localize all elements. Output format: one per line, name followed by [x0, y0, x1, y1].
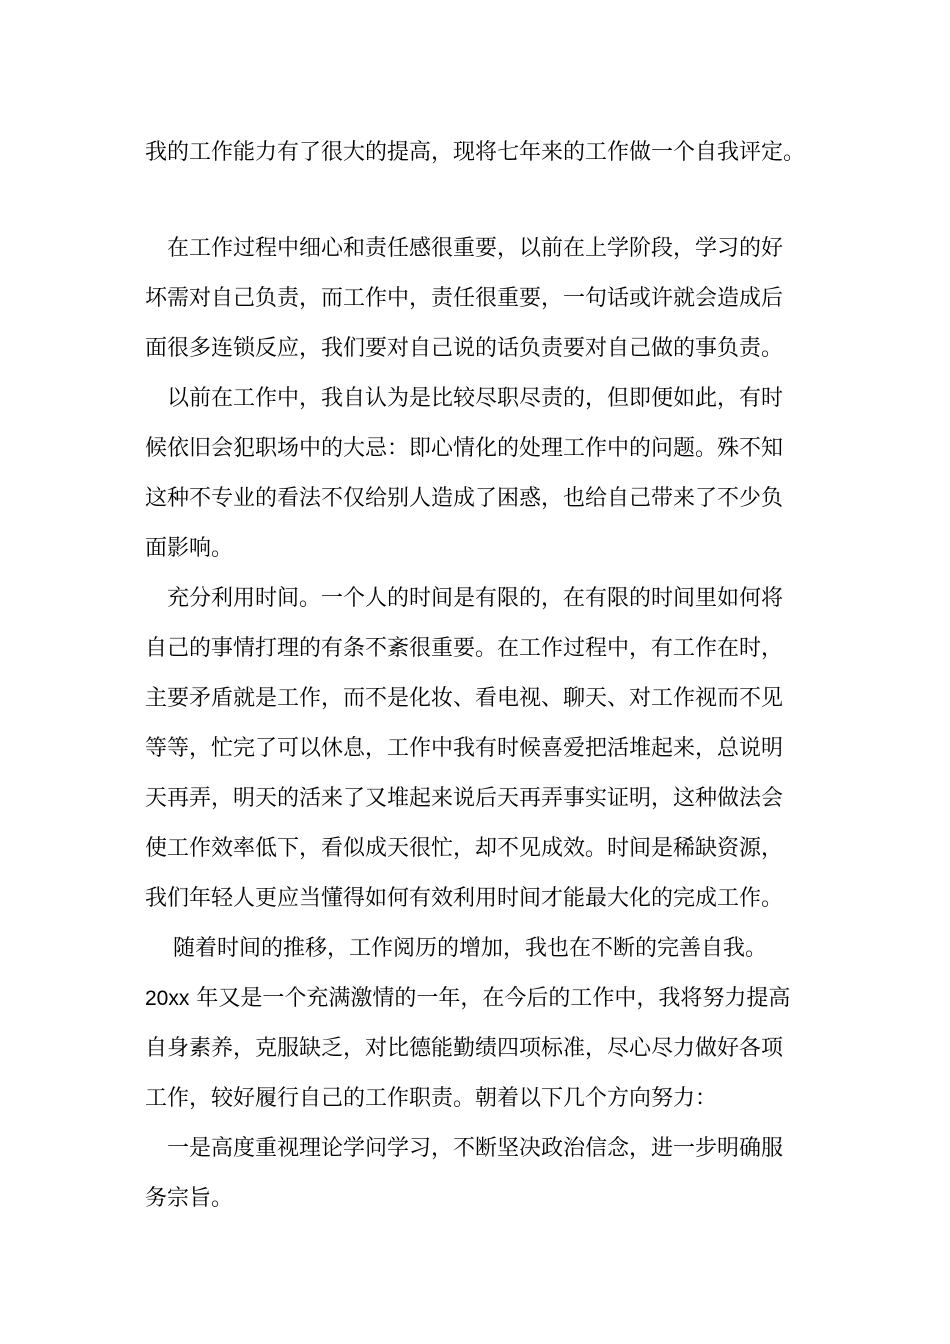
paragraph-line: 充分利用时间。一个人的时间是有限的，在有限的时间里如何将 [167, 586, 784, 611]
paragraph-line: 自己的事情打理的有条不紊很重要。在工作过程中，有工作在时， [145, 636, 784, 661]
paragraph-line: 我的工作能力有了很大的提高，现将七年来的工作做一个自我评定。 [145, 140, 806, 165]
paragraph-line: 在工作过程中细心和责任感很重要，以前在上学阶段，学习的好 [167, 236, 784, 261]
paragraph-line-year [145, 979, 825, 1019]
paragraph-line: 坏需对自己负责，而工作中，责任很重要，一句话或许就会造成后 [145, 286, 784, 311]
paragraph-line: 一是高度重视理论学问学习，不断坚决政治信念，进一步明确服 [167, 1136, 784, 1161]
year-prefix: 20xx [145, 987, 190, 1010]
paragraph-line: 主要矛盾就是工作，而不是化妆、看电视、聊天、对工作视而不见 [145, 686, 784, 711]
paragraph-line: 等等，忙完了可以休息，工作中我有时候喜爱把活堆起来，总说明 [145, 736, 784, 761]
paragraph-line: 候依旧会犯职场中的大忌：即心情化的处理工作中的问题。殊不知 [145, 436, 784, 461]
paragraph-line: 以前在工作中，我自认为是比较尽职尽责的，但即便如此，有时 [167, 386, 784, 411]
paragraph-line: 面很多连锁反应，我们要对自己说的话负责要对自己做的事负责。 [145, 336, 784, 361]
paragraph-line: 面影响。 [145, 536, 234, 561]
paragraph-line: 自身素养，克服缺乏，对比德能勤绩四项标准，尽心尽力做好各项 [145, 1036, 784, 1061]
paragraph-line: 务宗旨。 [145, 1186, 234, 1211]
year-line-text: 年又是一个充满激情的一年，在今后的工作中，我将努力提高 [196, 986, 791, 1011]
paragraph-line: 随着时间的推移，工作阅历的增加，我也在不断的完善自我。 [173, 936, 768, 961]
paragraph-line: 我们年轻人更应当懂得如何有效利用时间才能最大化的完成工作。 [145, 886, 784, 911]
paragraph-line: 使工作效率低下，看似成天很忙，却不见成效。时间是稀缺资源， [145, 836, 784, 861]
paragraph-line: 工作，较好履行自己的工作职责。朝着以下几个方向努力： [145, 1086, 718, 1111]
paragraph-line: 天再弄，明天的活来了又堆起来说后天再弄事实证明，这种做法会 [145, 786, 784, 811]
paragraph-line: 这种不专业的看法不仅给别人造成了困惑，也给自己带来了不少负 [145, 486, 784, 511]
